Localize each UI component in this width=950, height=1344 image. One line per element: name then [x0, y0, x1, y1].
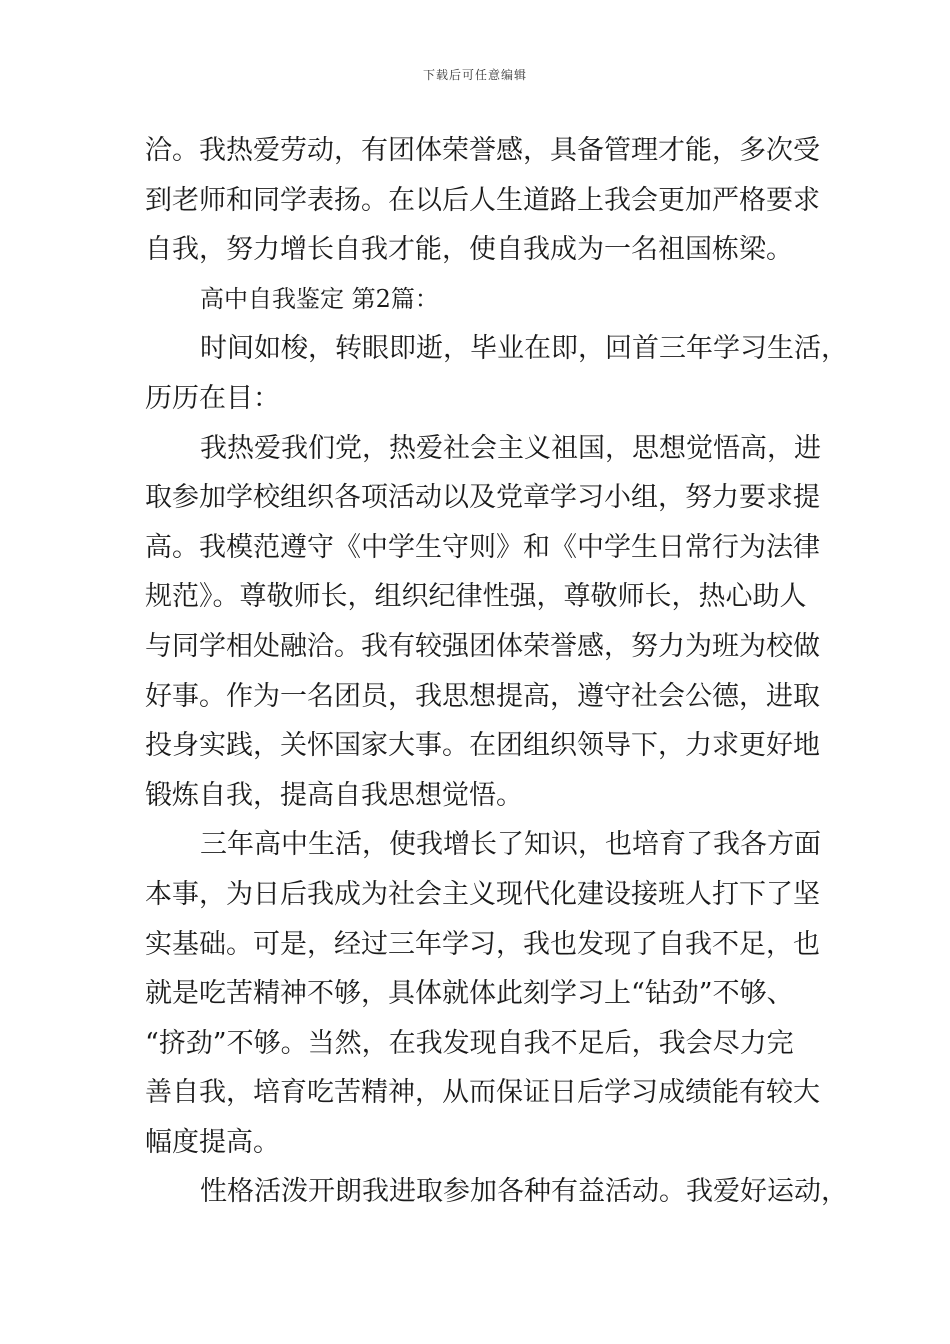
document-body: [145, 126, 848, 1217]
text-line: 本事，为日后我成为社会主义现代化建设接班人打下了坚: [145, 878, 820, 910]
text-line: 洽。我热爱劳动，有团体荣誉感，具备管理才能，多次受: [145, 135, 820, 166]
text-line: 幅度提高。: [145, 1126, 280, 1158]
text-line: 投身实践，关怀国家大事。在团组织领导下，力求更好地: [145, 730, 820, 762]
text-line: 到老师和同学表扬。在以后人生道路上我会更加严格要求: [145, 184, 820, 216]
text-line: 性格活泼开朗我进取参加各种有益活动。我爱好运动，: [200, 1176, 848, 1208]
page-header: 下载后可任意编辑: [422, 68, 527, 82]
text-line: 与同学相处融洽。我有较强团体荣誉感，努力为班为校做: [145, 630, 820, 662]
text-line: 高。我模范遵守《中学生守则》和《中学生日常行为法律: [145, 531, 820, 563]
text-line: 我热爱我们党，热爱社会主义祖国，思想觉悟高，进: [200, 432, 821, 464]
text-line: 就是吃苦精神不够，具体就体此刻学习上“钻劲”不够、: [145, 978, 794, 1010]
text-line: 自我，努力增长自我才能，使自我成为一名祖国栋梁。: [145, 234, 793, 266]
text-line: 取参加学校组织各项活动以及党章学习小组，努力要求提: [145, 482, 820, 514]
section-heading: 高中自我鉴定 第2篇：: [200, 284, 439, 313]
text-line: “挤劲”不够。当然，在我发现自我不足后，我会尽力完: [145, 1027, 794, 1059]
text-line: 善自我，培育吃苦精神，从而保证日后学习成绩能有较大: [145, 1077, 820, 1109]
text-line: 规范》。尊敬师长，组织纪律性强，尊敬师长，热心助人: [145, 581, 807, 613]
text-line: 好事。作为一名团员，我思想提高，遵守社会公德，进取: [145, 680, 820, 712]
text-line: 锻炼自我，提高自我思想觉悟。: [145, 779, 523, 811]
text-line: 三年高中生活，使我增长了知识，也培育了我各方面: [200, 829, 821, 861]
text-line: 历历在目：: [145, 382, 280, 414]
text-line: 时间如梭，转眼即逝，毕业在即，回首三年学习生活，: [200, 333, 848, 365]
text-line: 实基础。可是，经过三年学习，我也发现了自我不足，也: [145, 928, 820, 960]
